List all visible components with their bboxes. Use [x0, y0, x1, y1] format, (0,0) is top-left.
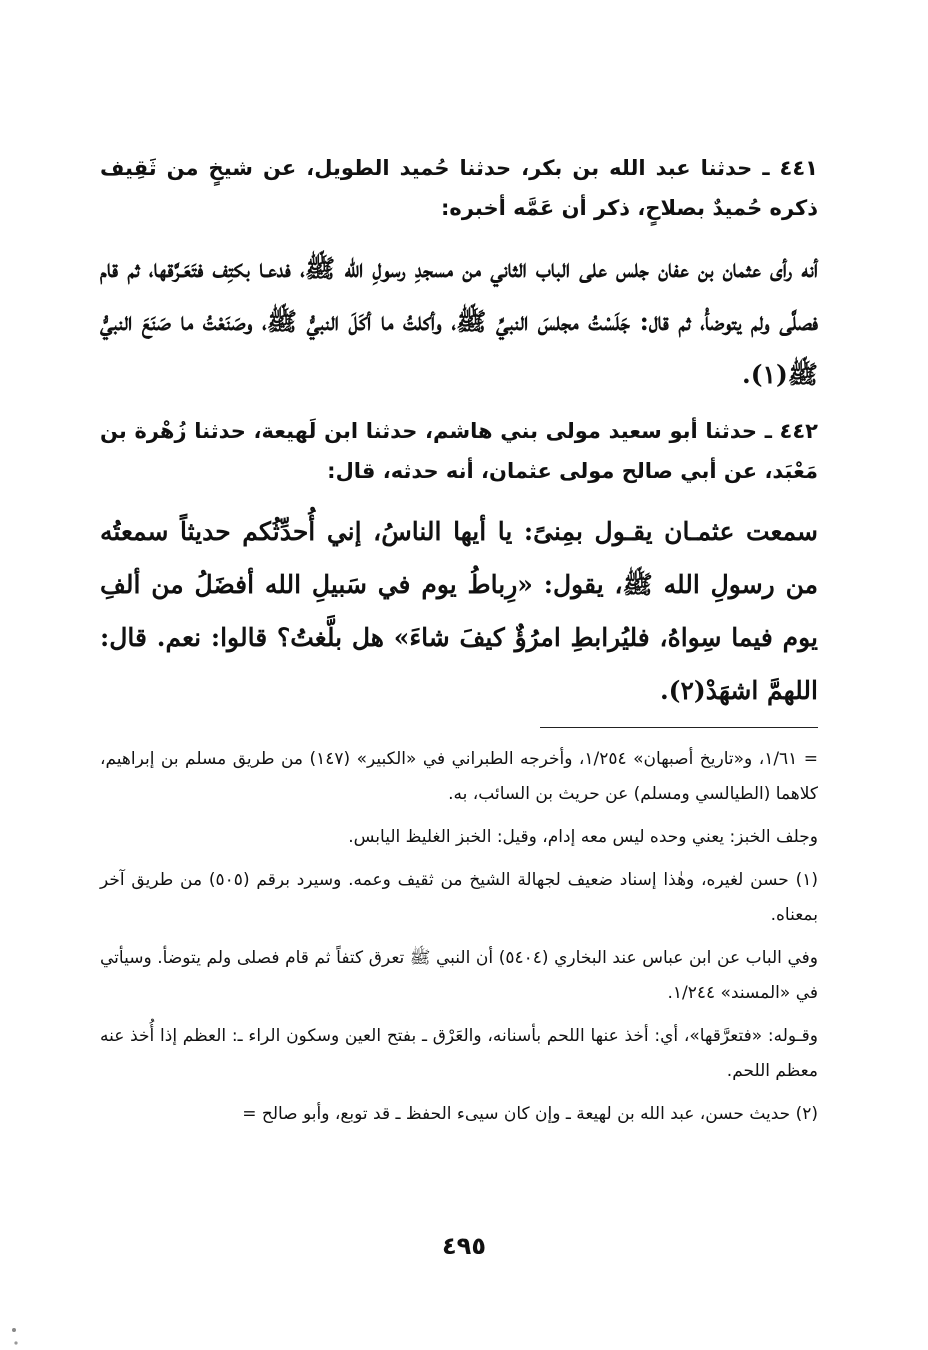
hadith-442-isnad: ٤٤٢ ـ حدثنا أبو سعيد مولى بني هاشم، حدثنا ابن لَهيعة، حدثنا زُهْرة بن مَعْبَد، عن أبي صالح مولى عثمان، أنه حدثه، قال: — [100, 419, 818, 483]
footnote-1-gloss: وقـوله: «فتعرَّقها»، أي: أخذ عنها اللحم بأسنانه، والعَرْق ـ بفتح العين وسكون الراء ـ: العظم إذا أُخذ عنه معظم اللحم. — [100, 1026, 818, 1081]
hadith-441-matn: أنه رأى عثمان بن عفان جلس على الباب الثاني من مسجدِ رسولِ الله ﷺ، فدعـا بكتِف فتَعَـرَّقها، ثم قام فصلَّى ولم يتوضأْ، ثم قال: جَلَسْتُ مجلسَ النبيِّ ﷺ، وأكلتُ ما أكَلَ النبيُّ ﷺ، وصَنَعْتُ ما صَنَعَ النبيُّ ﷺ(١). — [100, 254, 819, 389]
hadith-442-matn: سمعت عثمـان يقـول بمِنىً: يا أيها الناسُ، إني أُحدِّثُكم حديثاً سمعتُه من رسولِ الله ﷺ، يقول: «رِباطُ يوم في سَبيلِ الله أفضَلُ من ألفِ يوم فيما سِواهُ، فليُرابطِ امرُؤٌ كيفَ شاءَ» هل بلَّغتُ؟ قالوا: نعم. قال: اللهمَّ اشهَدْ(٢). — [100, 517, 818, 705]
footnote-2: (٢) حديث حسن، عبد الله بن لهيعة ـ وإن كان سيىء الحفظ ـ قد توبع، وأبو صالح = — [242, 1104, 818, 1124]
footnote-1-bab: وفي الباب عن ابن عباس عند البخاري (٥٤٠٤) أن النبي ﷺ تعرق كتفاً ثم قام فصلى ولم يتوضأ. وسيأتي في «المسند» ١/٢٤٤. — [100, 948, 819, 1003]
footnote-1: (١) حسن لغيره، وهٰذا إسناد ضعيف لجهالة الشيخ من ثقيف وعمه. وسيرد برقم (٥٠٥) من طريق آخر بمعناه. — [100, 870, 818, 925]
scan-speck — [12, 1328, 16, 1332]
page-number: ٤٩٥ — [442, 1232, 486, 1260]
scan-speck — [14, 1341, 17, 1344]
footnote-gloss: وجلف الخبز: يعني وحده ليس معه إدام، وقيل: الخبز الغليظ اليابس. — [348, 827, 818, 847]
footnote-continuation: = ١/٦١، و«تاريخ أصبهان» ١/٢٥٤، وأخرجه الطبراني في «الكبير» (١٤٧) من طريق مسلم بن إبراهيم، كلاهما (الطيالسي ومسلم) عن حريث بن السائب، به. — [100, 749, 819, 804]
hadith-441-isnad: ٤٤١ ـ حدثنا عبد الله بن بكر، حدثنا حُميد الطويل، عن شيخٍ من ثَقِيف ذكره حُميدٌ بصلاحٍ، ذكر أن عَمَّه أخبره: — [100, 156, 818, 220]
